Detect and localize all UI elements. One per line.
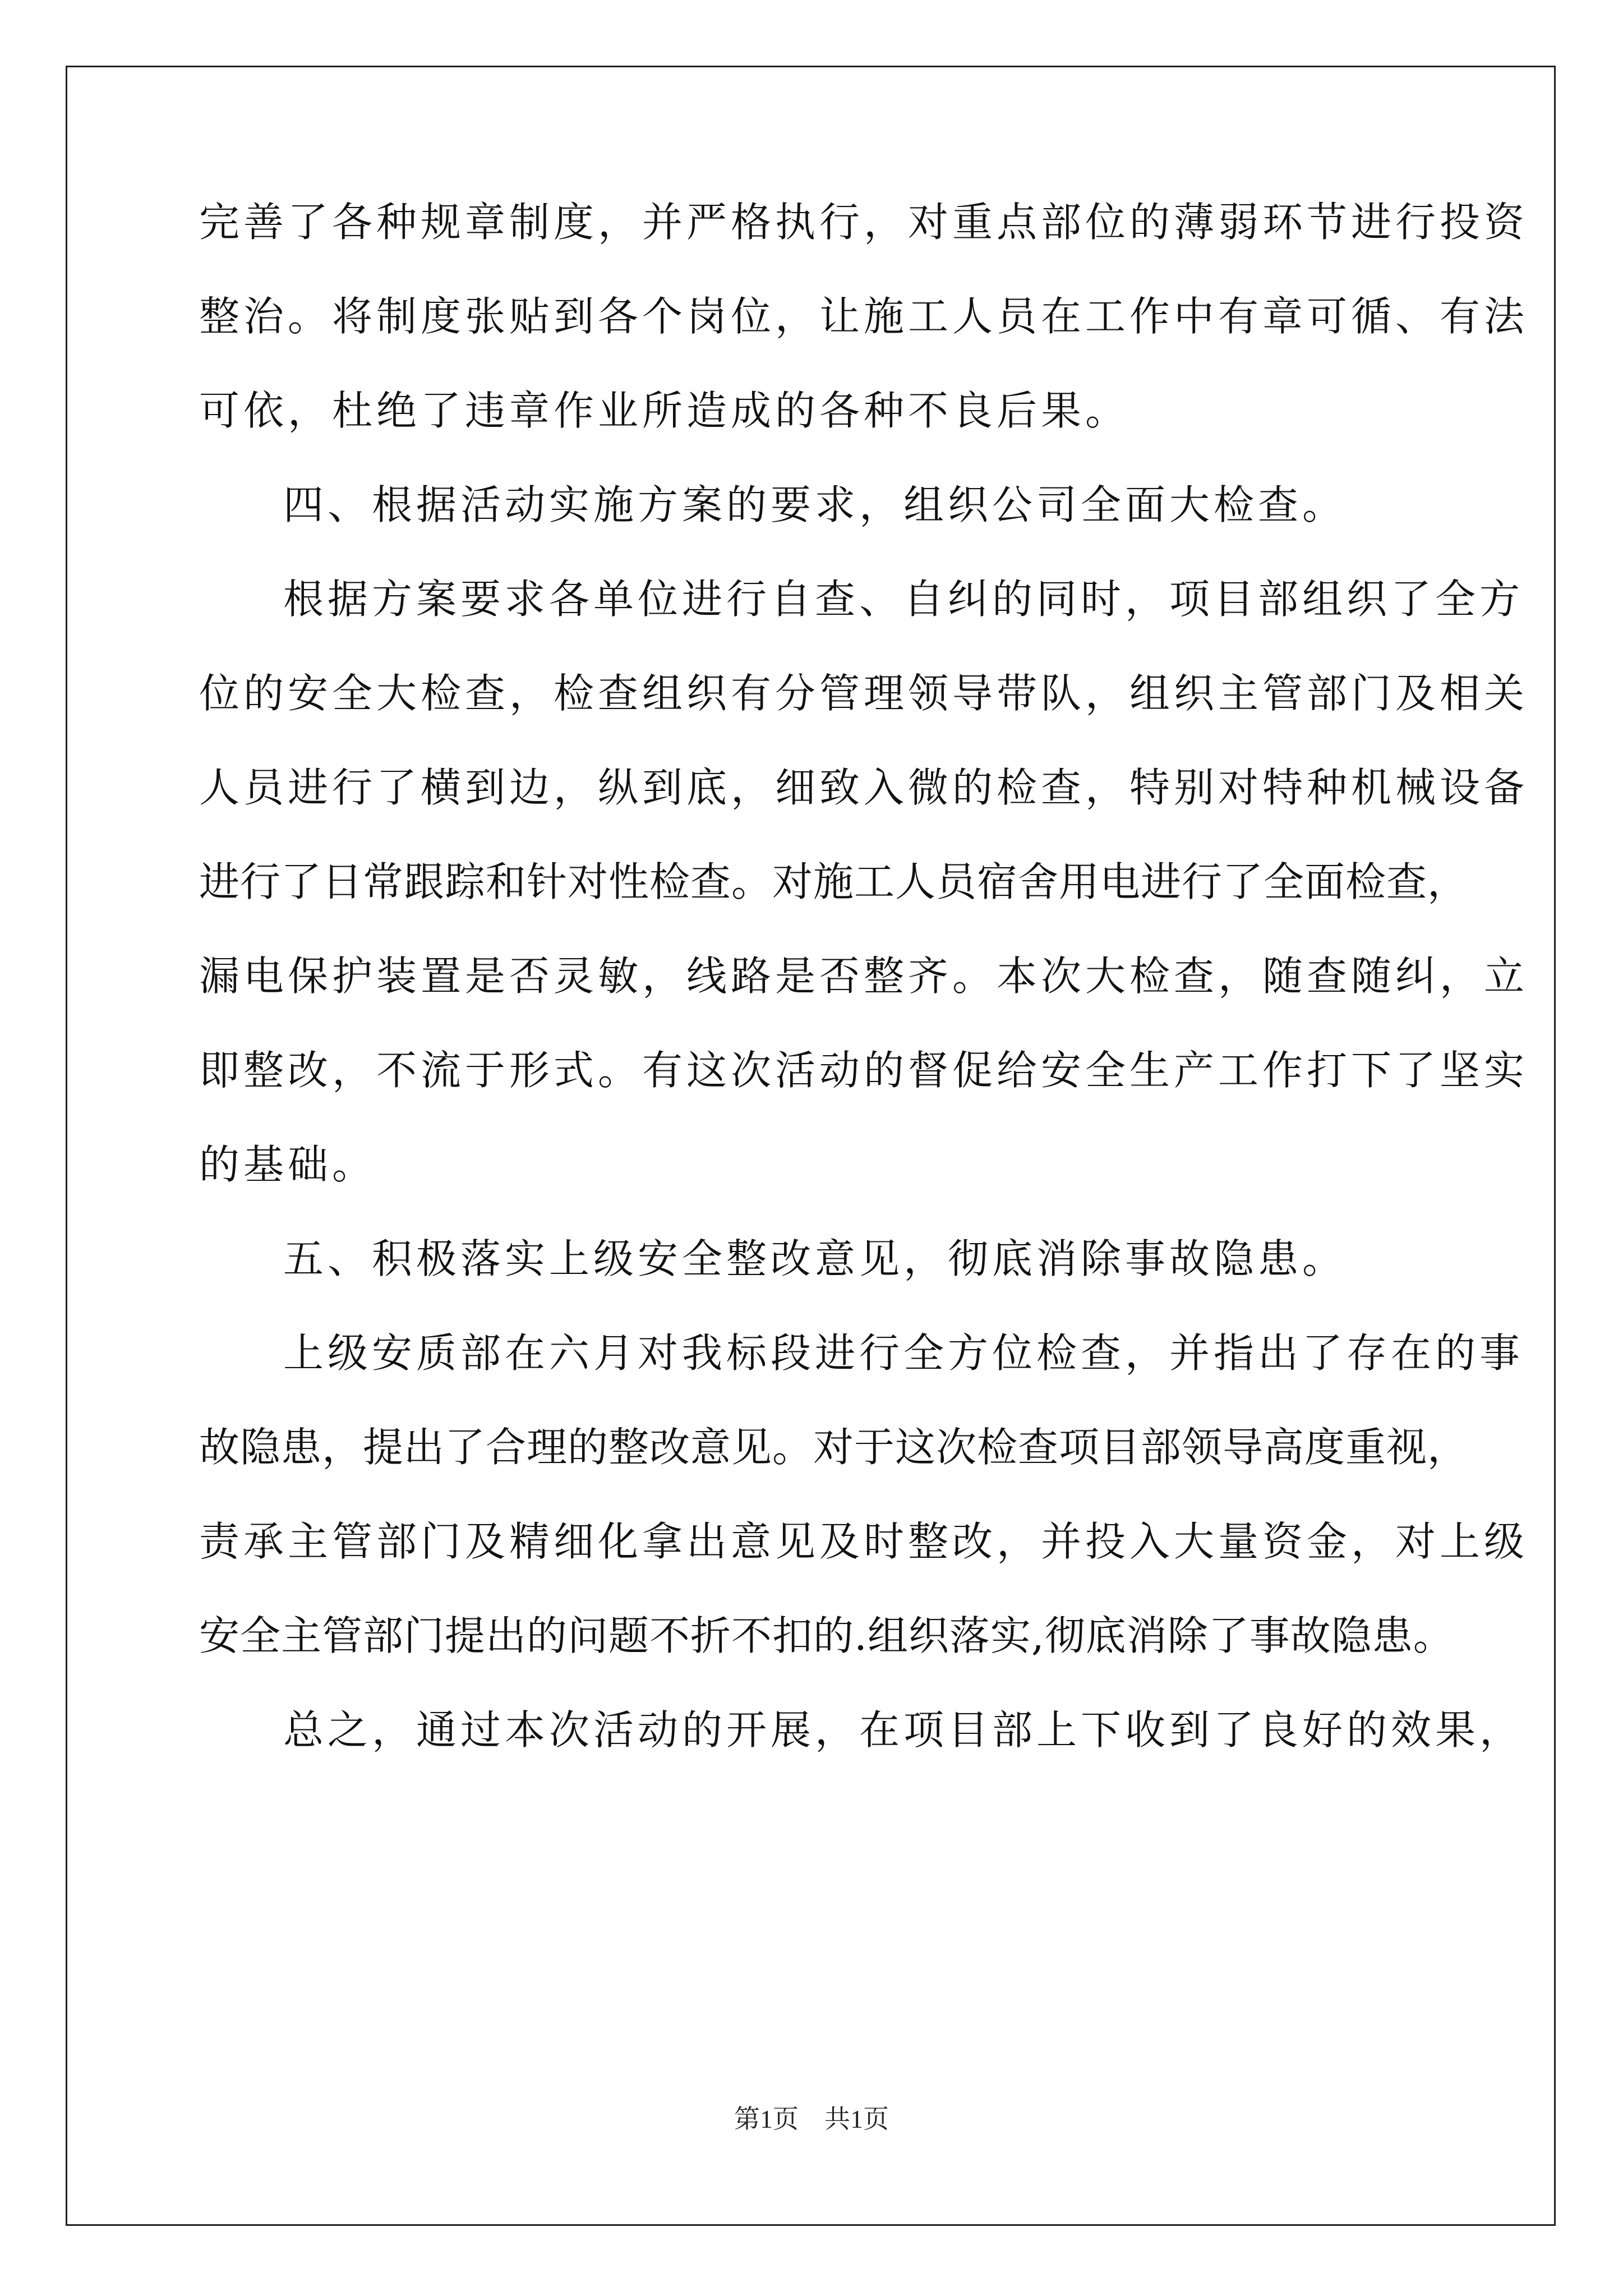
body-line: 人员进行了横到边，纵到底，细致入微的检查，特别对特种机械设备 [199,764,1529,811]
section-heading-four: 四、根据活动实施方案的要求，组织公司全面大检查。 [283,481,1347,528]
body-line: 根据方案要求各单位进行自查、自纠的同时，项目部组织了全方 [283,576,1524,623]
body-line: 整治。将制度张贴到各个岗位，让施工人员在工作中有章可循、有法 [199,293,1529,340]
document-body [199,199,1529,1804]
body-line: 进行了日常跟踪和针对性检查。对施工人员宿舍用电进行了全面检查， [199,858,1469,905]
body-line: 可依，杜绝了违章作业所造成的各种不良后果。 [199,387,1130,434]
body-line: 即整改，不流于形式。有这次活动的督促给安全生产工作打下了坚实 [199,1047,1529,1094]
body-line: 责承主管部门及精细化拿出意见及时整改，并投入大量资金，对上级 [199,1518,1529,1565]
body-line: 的基础。 [199,1141,377,1188]
body-line: 安全主管部门提出的问题不折不扣的.组织落实,彻底消除了事故隐患。 [199,1612,1454,1659]
body-line: 漏电保护装置是否灵敏，线路是否整齐。本次大检查，随查随纠，立 [199,953,1529,1000]
body-line: 位的安全大检查，检查组织有分管理领导带队，组织主管部门及相关 [199,670,1529,717]
page-footer: 第1页 共1页 [734,2105,889,2133]
body-line: 上级安质部在六月对我标段进行全方位检查，并指出了存在的事 [283,1329,1524,1377]
section-heading-five: 五、积极落实上级安全整改意见，彻底消除事故隐患。 [283,1235,1347,1282]
body-line: 总之，通过本次活动的开展，在项目部上下收到了良好的效果， [283,1706,1524,1754]
body-line: 完善了各种规章制度，并严格执行，对重点部位的薄弱环节进行投资 [199,199,1529,246]
body-line: 故隐患，提出了合理的整改意见。对于这次检查项目部领导高度重视， [199,1424,1469,1471]
